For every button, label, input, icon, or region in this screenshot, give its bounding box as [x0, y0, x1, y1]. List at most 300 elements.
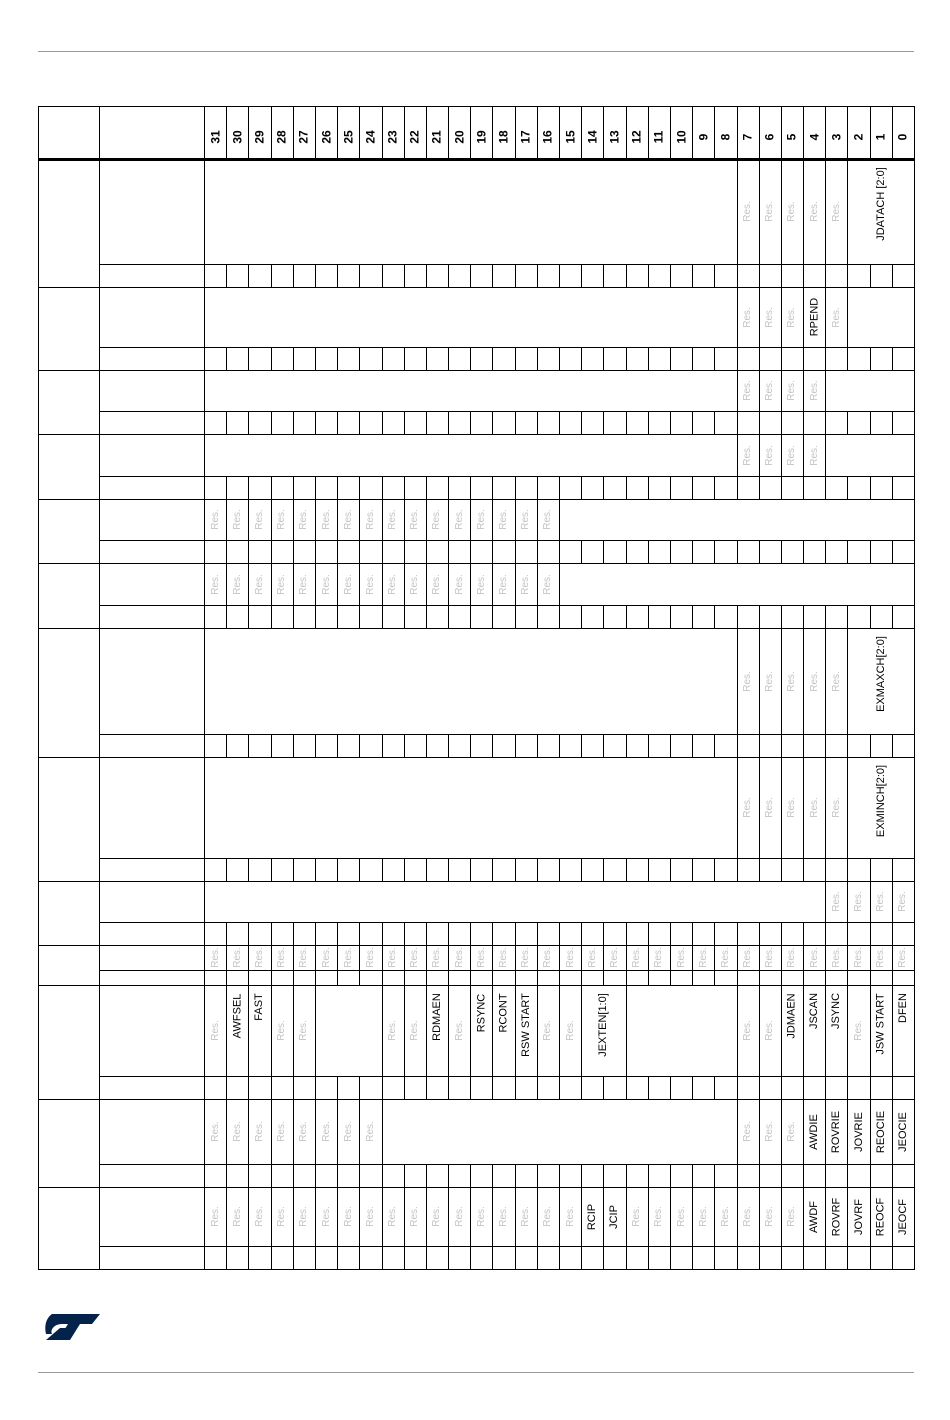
- field-cell-border: [315, 499, 316, 540]
- field-cell-border: [892, 945, 893, 970]
- bit-number-label: 17: [518, 129, 533, 144]
- reset-cell-divider: [248, 1164, 249, 1187]
- field-fast: FAST: [253, 993, 266, 1021]
- reserved-field: Res.: [364, 509, 376, 530]
- reset-cell-divider: [337, 540, 338, 563]
- reserved-field: Res.: [497, 1206, 509, 1227]
- field-cell-border: [803, 985, 804, 1076]
- reset-cell-divider: [692, 1076, 693, 1099]
- reserved-field: Res.: [409, 1020, 421, 1041]
- reset-cell-divider: [670, 1164, 671, 1187]
- field-cell-border: [248, 499, 249, 540]
- reset-cell-divider: [892, 1076, 893, 1099]
- bit-number-label: 30: [230, 129, 245, 144]
- field-cell-border: [448, 945, 449, 970]
- reserved-field: Res.: [475, 573, 487, 595]
- reserved-field: Res.: [475, 947, 487, 968]
- reset-cell-divider: [537, 476, 538, 499]
- reset-cell-divider: [892, 858, 893, 881]
- reset-cell-divider: [271, 858, 272, 881]
- reset-cell-divider: [759, 734, 760, 757]
- reset-cell-divider: [315, 734, 316, 757]
- reset-cell-divider: [714, 858, 715, 881]
- reset-cell-divider: [448, 1246, 449, 1269]
- reset-cell-divider: [448, 264, 449, 287]
- field-cell-border: [781, 1099, 782, 1164]
- reset-cell-divider: [248, 1246, 249, 1269]
- reset-cell-divider: [825, 734, 826, 757]
- reset-cell-divider: [293, 411, 294, 434]
- reset-cell-divider: [337, 1246, 338, 1269]
- reset-cell-divider: [803, 476, 804, 499]
- field-cell-border: [470, 1187, 471, 1246]
- header-cell-divider: [337, 106, 338, 159]
- reset-cell-divider: [603, 540, 604, 563]
- field-cell-border: [825, 370, 826, 411]
- reserved-field: Res.: [298, 573, 310, 595]
- header-cell-divider: [426, 106, 427, 159]
- register-column-divider: [204, 106, 205, 1269]
- field-cell-border: [626, 1187, 627, 1246]
- reserved-field: Res.: [786, 797, 798, 818]
- reserved-field: Res.: [741, 797, 753, 818]
- reset-cell-divider: [359, 605, 360, 628]
- reserved-field: Res.: [808, 797, 820, 818]
- field-cell-border: [559, 985, 560, 1076]
- bit-number-label: 27: [297, 129, 312, 144]
- field-cell-border: [293, 499, 294, 540]
- bit-number-label: 16: [541, 129, 556, 144]
- field-cell-border: [825, 985, 826, 1076]
- reset-cell-divider: [337, 347, 338, 370]
- reset-cell-divider: [603, 411, 604, 434]
- reset-cell-divider: [803, 605, 804, 628]
- reset-cell-divider: [426, 264, 427, 287]
- field-rovrf: ROVRF: [830, 1197, 843, 1236]
- reset-cell-divider: [870, 540, 871, 563]
- reset-cell-divider: [847, 1164, 848, 1187]
- offset-column-divider: [99, 106, 100, 1269]
- field-cell-border: [847, 287, 848, 347]
- reset-cell-divider: [714, 1246, 715, 1269]
- reserved-field: Res.: [630, 947, 642, 968]
- reset-cell-divider: [781, 922, 782, 945]
- field-cell-border: [803, 945, 804, 970]
- reset-cell-divider: [825, 264, 826, 287]
- reset-cell-divider: [759, 922, 760, 945]
- reset-cell-divider: [803, 1164, 804, 1187]
- field-cell-border: [248, 985, 249, 1076]
- reserved-field: Res.: [431, 947, 443, 968]
- reserved-field: Res.: [897, 947, 909, 968]
- field-cell-border: [825, 287, 826, 347]
- reset-cell-divider: [293, 264, 294, 287]
- reserved-field: Res.: [741, 380, 753, 401]
- reset-cell-divider: [559, 858, 560, 881]
- reset-cell-divider: [559, 1246, 560, 1269]
- field-cell-border: [847, 945, 848, 970]
- field-jovrf: JOVRF: [852, 1198, 865, 1235]
- reset-cell-divider: [337, 605, 338, 628]
- reset-cell-divider: [248, 476, 249, 499]
- field-cell-border: [870, 985, 871, 1076]
- reserved-field: Res.: [830, 201, 842, 222]
- field-cell-border: [492, 563, 493, 605]
- st-logo: [44, 1310, 102, 1342]
- reset-cell-divider: [248, 264, 249, 287]
- field-cell-border: [914, 945, 915, 970]
- reset-cell-divider: [226, 476, 227, 499]
- reset-cell-divider: [470, 264, 471, 287]
- reset-cell-divider: [759, 347, 760, 370]
- field-cell-border: [204, 985, 205, 1076]
- reset-cell-divider: [892, 922, 893, 945]
- reset-cell-divider: [737, 264, 738, 287]
- reset-cell-divider: [559, 411, 560, 434]
- reset-cell-divider: [670, 922, 671, 945]
- reset-cell-divider: [448, 347, 449, 370]
- field-cell-border: [759, 287, 760, 347]
- field-cell-border: [892, 1187, 893, 1246]
- reserved-field: Res.: [542, 509, 554, 530]
- bit-number-label: 19: [474, 129, 489, 144]
- header-cell-divider: [892, 106, 893, 159]
- bit-number-label: 11: [651, 130, 666, 143]
- reset-cell-divider: [626, 1164, 627, 1187]
- field-cell-border: [248, 945, 249, 970]
- reserved-field: Res.: [497, 947, 509, 968]
- reset-cell-divider: [603, 1076, 604, 1099]
- field-cell-border: [870, 1187, 871, 1246]
- field-cell-border: [759, 628, 760, 734]
- reset-cell-divider: [847, 1246, 848, 1269]
- register-row-divider: [38, 287, 914, 288]
- reset-cell-divider: [803, 264, 804, 287]
- field-cell-border: [914, 757, 915, 858]
- reserved-field: Res.: [275, 947, 287, 968]
- reset-cell-divider: [382, 264, 383, 287]
- reset-cell-divider: [870, 1246, 871, 1269]
- reset-cell-divider: [648, 970, 649, 985]
- reset-cell-divider: [537, 1164, 538, 1187]
- reset-cell-divider: [470, 858, 471, 881]
- field-cell-border: [803, 1187, 804, 1246]
- header-cell-divider: [359, 106, 360, 159]
- reset-cell-divider: [737, 347, 738, 370]
- reserved-field: Res.: [253, 1206, 265, 1227]
- reserved-field: Res.: [542, 947, 554, 968]
- reset-cell-divider: [847, 476, 848, 499]
- reserved-field: Res.: [364, 1121, 376, 1142]
- reset-cell-divider: [359, 347, 360, 370]
- reset-cell-divider: [714, 1076, 715, 1099]
- reset-cell-divider: [248, 970, 249, 985]
- field-cell-border: [470, 985, 471, 1076]
- reserved-field: Res.: [431, 509, 443, 530]
- reset-cell-divider: [692, 970, 693, 985]
- field-cell-border: [914, 1099, 915, 1164]
- table-left-border: [38, 106, 39, 1270]
- reset-cell-divider: [581, 476, 582, 499]
- reset-cell-divider: [226, 1246, 227, 1269]
- reserved-field: Res.: [386, 573, 398, 595]
- field-cell-border: [825, 945, 826, 970]
- reset-cell-divider: [382, 1246, 383, 1269]
- field-rcont: RCONT: [497, 992, 510, 1033]
- field-cell-border: [759, 1099, 760, 1164]
- reset-cell-divider: [470, 734, 471, 757]
- reset-cell-divider: [515, 347, 516, 370]
- reset-cell-divider: [537, 411, 538, 434]
- reset-cell-divider: [426, 1076, 427, 1099]
- field-cell-border: [315, 563, 316, 605]
- field-cell-border: [870, 945, 871, 970]
- reset-cell-divider: [404, 605, 405, 628]
- reset-cell-divider: [359, 411, 360, 434]
- reserved-field: Res.: [453, 509, 465, 530]
- reset-cell-divider: [426, 1246, 427, 1269]
- reset-cell-divider: [559, 734, 560, 757]
- reset-row-divider: [99, 347, 914, 348]
- header-cell-divider: [870, 106, 871, 159]
- reset-cell-divider: [359, 858, 360, 881]
- field-cell-border: [847, 985, 848, 1076]
- reset-cell-divider: [293, 1076, 294, 1099]
- reset-cell-divider: [737, 1246, 738, 1269]
- field-cell-border: [692, 1187, 693, 1246]
- field-cell-border: [426, 499, 427, 540]
- reserved-field: Res.: [520, 573, 531, 595]
- reserved-field: Res.: [741, 306, 753, 328]
- field-reocie: REOCIE: [874, 1110, 887, 1153]
- header-cell-divider: [470, 106, 471, 159]
- header-cell-divider: [448, 106, 449, 159]
- reserved-field: Res.: [298, 1121, 310, 1142]
- reserved-field: Res.: [786, 670, 798, 692]
- reset-cell-divider: [448, 858, 449, 881]
- reset-cell-divider: [603, 1164, 604, 1187]
- reset-row-divider: [99, 540, 914, 541]
- reserved-field: Res.: [741, 1121, 753, 1142]
- field-cell-border: [759, 757, 760, 858]
- reset-cell-divider: [382, 1076, 383, 1099]
- reserved-field: Res.: [364, 573, 376, 595]
- reset-cell-divider: [626, 264, 627, 287]
- field-cell-border: [448, 499, 449, 540]
- reset-cell-divider: [603, 1246, 604, 1269]
- reserved-field: Res.: [741, 201, 753, 222]
- reset-cell-divider: [714, 540, 715, 563]
- reserved-field: Res.: [741, 670, 753, 692]
- reset-cell-divider: [315, 1246, 316, 1269]
- reserved-field: Res.: [608, 947, 620, 968]
- field-awfsel: AWFSEL: [231, 993, 244, 1038]
- register-row-divider: [38, 945, 914, 946]
- reset-cell-divider: [226, 411, 227, 434]
- reset-cell-divider: [271, 1164, 272, 1187]
- bit-number-label: 28: [274, 129, 289, 144]
- reset-cell-divider: [781, 540, 782, 563]
- reserved-field: Res.: [764, 1121, 776, 1142]
- register-row-divider: [38, 499, 914, 500]
- reset-cell-divider: [648, 540, 649, 563]
- reset-cell-divider: [226, 922, 227, 945]
- reset-cell-divider: [226, 1164, 227, 1187]
- reserved-field: Res.: [209, 509, 221, 530]
- reset-cell-divider: [515, 540, 516, 563]
- reset-cell-divider: [670, 1246, 671, 1269]
- field-cell-border: [581, 945, 582, 970]
- reserved-field: Res.: [364, 947, 376, 968]
- reset-row-divider: [99, 605, 914, 606]
- header-cell-divider: [670, 106, 671, 159]
- reserved-field: Res.: [275, 573, 287, 595]
- reset-cell-divider: [825, 540, 826, 563]
- reset-cell-divider: [714, 264, 715, 287]
- reset-cell-divider: [293, 540, 294, 563]
- reset-cell-divider: [470, 347, 471, 370]
- field-cell-border: [781, 287, 782, 347]
- reset-cell-divider: [359, 476, 360, 499]
- field-cell-border: [293, 945, 294, 970]
- field-cell-border: [537, 985, 538, 1076]
- reset-cell-divider: [271, 734, 272, 757]
- reset-cell-divider: [404, 970, 405, 985]
- reserved-field: Res.: [697, 1206, 709, 1227]
- reserved-field: Res.: [719, 1206, 731, 1227]
- field-cell-border: [515, 945, 516, 970]
- field-exmaxch-2-0: EXMAXCH[2:0]: [874, 636, 887, 712]
- reset-cell-divider: [581, 734, 582, 757]
- reserved-field: Res.: [409, 947, 421, 968]
- reset-cell-divider: [870, 476, 871, 499]
- field-jovrie: JOVRIE: [852, 1111, 865, 1152]
- reset-cell-divider: [781, 605, 782, 628]
- reset-cell-divider: [492, 1246, 493, 1269]
- field-cell-border: [759, 434, 760, 476]
- reset-cell-divider: [670, 540, 671, 563]
- field-cell-border: [515, 985, 516, 1076]
- reset-cell-divider: [271, 476, 272, 499]
- reset-cell-divider: [670, 347, 671, 370]
- reset-cell-divider: [803, 734, 804, 757]
- field-cell-border: [737, 287, 738, 347]
- reset-cell-divider: [759, 264, 760, 287]
- reset-cell-divider: [648, 922, 649, 945]
- reset-cell-divider: [626, 734, 627, 757]
- reset-cell-divider: [470, 476, 471, 499]
- field-cell-border: [426, 945, 427, 970]
- field-cell-border: [271, 985, 272, 1076]
- reserved-field: Res.: [675, 947, 687, 968]
- reset-cell-divider: [781, 1246, 782, 1269]
- field-cell-border: [603, 945, 604, 970]
- reserved-field: Res.: [808, 380, 820, 401]
- reset-cell-divider: [248, 540, 249, 563]
- field-cell-border: [448, 985, 449, 1076]
- field-cell-border: [737, 1099, 738, 1164]
- reset-cell-divider: [315, 540, 316, 563]
- reset-cell-divider: [670, 264, 671, 287]
- reset-cell-divider: [626, 922, 627, 945]
- reset-cell-divider: [603, 264, 604, 287]
- reset-cell-divider: [382, 970, 383, 985]
- reserved-field: Res.: [253, 947, 265, 968]
- reset-cell-divider: [448, 411, 449, 434]
- field-cell-border: [382, 985, 383, 1076]
- reset-cell-divider: [448, 970, 449, 985]
- reset-cell-divider: [603, 922, 604, 945]
- reserved-field: Res.: [209, 1206, 221, 1227]
- reserved-field: Res.: [764, 306, 776, 328]
- field-cell-border: [581, 985, 582, 1076]
- field-cell-border: [537, 563, 538, 605]
- reset-cell-divider: [759, 970, 760, 985]
- reset-cell-divider: [248, 734, 249, 757]
- reset-cell-divider: [847, 605, 848, 628]
- field-cell-border: [226, 945, 227, 970]
- field-cell-border: [648, 1187, 649, 1246]
- reset-cell-divider: [847, 264, 848, 287]
- reset-cell-divider: [271, 970, 272, 985]
- reset-cell-divider: [359, 970, 360, 985]
- reset-cell-divider: [426, 1164, 427, 1187]
- reset-cell-divider: [515, 922, 516, 945]
- reset-cell-divider: [470, 1164, 471, 1187]
- reset-cell-divider: [293, 476, 294, 499]
- field-cell-border: [737, 1187, 738, 1246]
- reset-cell-divider: [448, 605, 449, 628]
- reset-cell-divider: [870, 734, 871, 757]
- field-rsw-start: RSW START: [519, 993, 532, 1057]
- reset-cell-divider: [382, 858, 383, 881]
- reset-cell-divider: [759, 1246, 760, 1269]
- reset-cell-divider: [293, 605, 294, 628]
- reset-cell-divider: [648, 476, 649, 499]
- reset-cell-divider: [426, 476, 427, 499]
- reserved-field: Res.: [275, 1121, 287, 1142]
- reset-cell-divider: [537, 264, 538, 287]
- reset-cell-divider: [492, 264, 493, 287]
- reserved-field: Res.: [298, 1020, 310, 1041]
- reserved-field: Res.: [741, 444, 753, 466]
- header-cell-divider: [648, 106, 649, 159]
- reset-cell-divider: [271, 1246, 272, 1269]
- reset-cell-divider: [492, 605, 493, 628]
- reset-cell-divider: [803, 922, 804, 945]
- register-row-divider: [38, 563, 914, 564]
- field-rcip: RCIP: [586, 1203, 599, 1230]
- reserved-field: Res.: [630, 1206, 642, 1227]
- reserved-field: Res.: [209, 573, 221, 595]
- reset-row-divider: [99, 858, 914, 859]
- reset-cell-divider: [692, 264, 693, 287]
- header-cell-divider: [248, 106, 249, 159]
- reset-cell-divider: [559, 347, 560, 370]
- field-cell-border: [337, 945, 338, 970]
- reset-row-divider: [99, 922, 914, 923]
- field-cell-border: [404, 563, 405, 605]
- reserved-field: Res.: [342, 1206, 354, 1227]
- field-cell-border: [492, 499, 493, 540]
- reset-cell-divider: [714, 411, 715, 434]
- reset-cell-divider: [847, 411, 848, 434]
- reserved-field: Res.: [253, 1121, 265, 1142]
- reset-cell-divider: [648, 264, 649, 287]
- reset-cell-divider: [803, 970, 804, 985]
- reserved-field: Res.: [830, 797, 842, 818]
- field-cell-border: [714, 945, 715, 970]
